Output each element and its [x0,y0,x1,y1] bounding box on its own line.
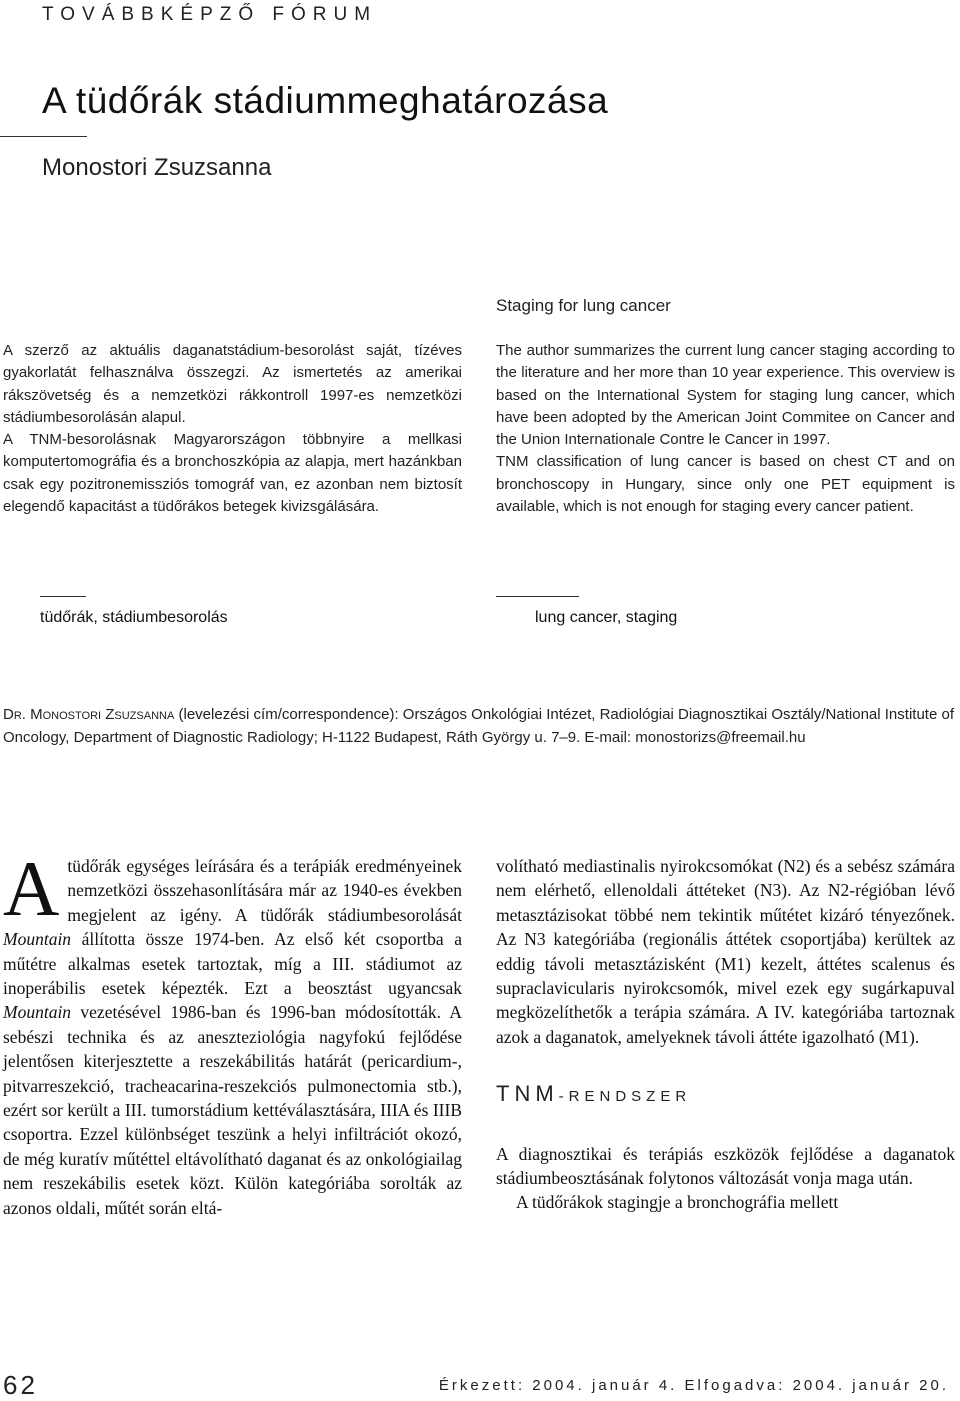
section-label: TOVÁBBKÉPZŐ FÓRUM [42,4,378,25]
body-column-left [3,845,462,1220]
section-heading-suffix: -RENDSZER [558,1088,692,1106]
english-title: Staging for lung cancer [496,296,671,315]
body-text: vezetésével 1986-ban és 1996-ban módosították. A sebészi technika és az aneszteziológia nagyfokú fejlődése jelentősen kiterjesztette a reszekábilitás határát (pericardium-, pitvarreszekció, tracheacarina-reszekciós pulmonectomia stb.), ezért sor került a III. tumorstádium kettéválasztására, IIIA és IIIB csoportra. Ezzel különbséget teszünk a helyi infiltrációt okozó, de még kuratív műtéttel eltávolítható daganat és az onkológiailag nem reszekábilis esetek közt. Külön kategóriába sorolták az azonos oldali, műtét során eltá- [3,1002,462,1218]
author-mention: Mountain [3,1002,72,1023]
body-paragraph-2: A diagnosztikai és terápiás eszközök fejlődése a daganatok stádiumbeosztásának folytonos változását vonja maga után. [496,1143,955,1189]
correspondence-text: (levelezési cím/correspondence): Országos Onkológiai Intézet, Radiológiai Diagnosztikai Osztály/National Institute of Oncology, Department of Diagnostic Radiology; H-1122 Budapest, Ráth György u. 7–9. E-mail: monostorizs@freemail.hu [3,706,954,746]
title-rule [0,136,87,137]
body-text: állította össze 1974-ben. Az első két csoportba a műtétre alkalmas esetek tartoztak, míg a III. stádiumot az inoperábilis esetek képezték. Ezt a beosztást ugyancsak [3,929,462,999]
correspondence-author: Dr. Monostori Zsuzsanna [3,706,175,723]
hu-keywords-rule [40,596,86,597]
received-accepted-dates: Érkezett: 2004. január 4. Elfogadva: 2004. január 20. [438,1377,949,1394]
body-paragraph-continued: volítható mediastinalis nyirokcsomókat (N2) és a sebész számára nem elérhető, ellenoldali áttéteket (N3). Az N2-régióban lévő metasztázisokat többé nem tekintik műtétet kizáró tényezőnek. Az N3 kategóriába (regionális áttétek csoportjába) kerültek az eddig távoli metasztázisként (M1) kezelt, áttétes scalenus és supraclavicularis nyirokcsomók, mivel ezek egy sugárkapuval megközelíthetők a terápia számára. A IV. kategóriába tartoznak azok a daganatok, amelyeknek távoli áttéte igazolható (M1). [496,856,955,1047]
en-abstract-paragraph-2: TNM classification of lung cancer is based on chest CT and on bronchoscopy in Hungary, since only one PET equipment is available, which is not enough for staging every cancer patient. [496,453,955,516]
page-number: 62 [3,1370,38,1400]
hungarian-abstract [3,340,462,518]
en-abstract-paragraph-1: The author summarizes the current lung cancer staging according to the literature and her more than 10 year experience. This overview is based on the International System for staging lung cancer, which have been adopted by the American Joint Commitee on Cancer and the Union Internationale Contre le Cancer in 1997. [496,342,955,449]
section-heading-main: TNM [496,1081,559,1107]
body-paragraph-3: A tüdőrákok stagingje a bronchográfia mellett [516,1192,839,1213]
en-keywords-rule [496,596,579,597]
hu-keywords: tüdőrák, stádiumbesorolás [40,609,228,626]
en-keywords: lung cancer, staging [535,609,678,626]
body-paragraph-1 [3,845,462,1220]
section-heading-tnm [496,1082,955,1109]
hu-abstract-paragraph-1: A szerző az aktuális daganatstádium-besorolást saját, tízéves gyakorlatát felhasználva összegzi. Az ismertetés az amerikai rákszövetség és a nemzetközi rákkontroll 1997-es nemzetközi stádiumbesorolásán alapul. [3,342,462,426]
author-name: Monostori Zsuzsanna [42,154,272,181]
english-abstract [496,340,955,518]
correspondence-address [3,704,954,749]
body-text: tüdőrák egységes leírására és a terápiák eredményeinek nemzetközi összehasonlítására már az 1940-es években megjelent az igény. A tüdőrák stádiumbesorolását [67,856,462,925]
drop-cap: A [3,845,60,932]
author-mention: Mountain [3,929,72,950]
hu-abstract-paragraph-2: A TNM-besorolásnak Magyarországon többnyire a mellkasi komputertomográfia és a bronchoszkópia az alapja, mert hazánkban csak egy pozitronemissziós tomográf van, ez azonban nem biztosít elegendő kapacitást a tüdőrákos betegek kivizsgálására. [3,431,462,516]
article-title: A tüdőrák stádiummeghatározása [42,80,609,121]
body-column-right [496,854,955,1215]
